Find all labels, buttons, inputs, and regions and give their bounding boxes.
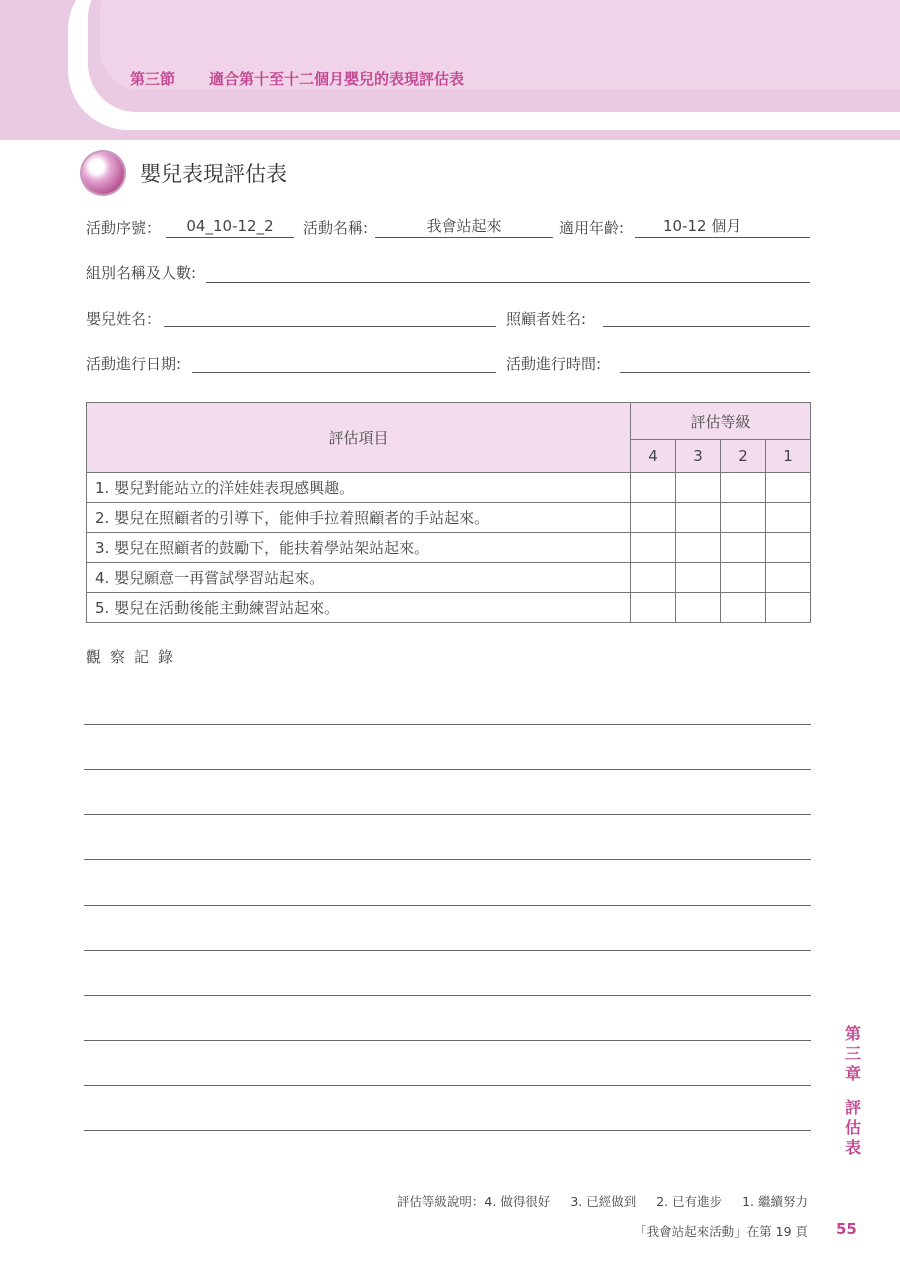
evaluation-table	[86, 402, 811, 623]
section-heading	[130, 68, 464, 89]
grade-cell[interactable]	[721, 563, 766, 593]
age-label: 適用年齡:	[559, 219, 625, 237]
grade-cell[interactable]	[766, 563, 811, 593]
legend-label: 評估等級說明：	[396, 1194, 485, 1209]
date-label: 活動進行日期:	[86, 355, 182, 373]
grade-3-header: 3	[676, 440, 721, 473]
grade-cell[interactable]	[721, 473, 766, 503]
grade-cell[interactable]	[676, 593, 721, 623]
legend-item: 4. 做得很好	[484, 1194, 551, 1209]
item-text: 1. 嬰兒對能站立的洋娃娃表現感興趣。	[87, 473, 631, 503]
item-text: 5. 嬰兒在活動後能主動練習站起來。	[87, 593, 631, 623]
grade-cell[interactable]	[721, 593, 766, 623]
grade-cell[interactable]	[631, 473, 676, 503]
observation-line[interactable]	[84, 905, 811, 906]
observation-line[interactable]	[84, 769, 811, 770]
chapter-side-tab	[843, 1024, 863, 1158]
observation-line[interactable]	[84, 1085, 811, 1086]
group-label: 組別名稱及人數:	[86, 264, 197, 282]
item-text: 3. 嬰兒在照顧者的鼓勵下，能扶着學站架站起來。	[87, 533, 631, 563]
grade-4-header: 4	[631, 440, 676, 473]
observation-line[interactable]	[84, 814, 811, 815]
bubble-icon	[82, 152, 124, 194]
grade-1-header: 1	[766, 440, 811, 473]
grade-cell[interactable]	[631, 503, 676, 533]
item-header: 評估項目	[87, 403, 631, 473]
form-title	[82, 152, 287, 194]
grade-header: 評估等級	[631, 403, 811, 440]
observation-line[interactable]	[84, 995, 811, 996]
chapter-char: 三	[844, 1044, 861, 1063]
grade-cell[interactable]	[721, 503, 766, 533]
legend-item: 1. 繼續努力	[742, 1194, 808, 1209]
topic-char: 估	[844, 1118, 861, 1137]
grade-cell[interactable]	[676, 473, 721, 503]
grade-cell[interactable]	[631, 593, 676, 623]
activity-no-label: 活動序號：	[86, 219, 162, 237]
page-number: 55	[836, 1220, 857, 1238]
carer-name-field[interactable]	[603, 306, 810, 327]
chapter-char: 章	[844, 1064, 861, 1083]
grade-legend	[397, 1192, 808, 1210]
grade-cell[interactable]	[676, 503, 721, 533]
grade-cell[interactable]	[766, 473, 811, 503]
age-field[interactable]	[635, 217, 810, 238]
table-row	[87, 533, 811, 563]
observation-label: 觀察記錄	[86, 648, 183, 666]
grade-cell[interactable]	[766, 593, 811, 623]
observation-line[interactable]	[84, 950, 811, 951]
grade-cell[interactable]	[766, 503, 811, 533]
date-field[interactable]	[192, 352, 496, 373]
form-title-text: 嬰兒表現評估表	[140, 162, 287, 186]
observation-line[interactable]	[84, 859, 811, 860]
topic-char: 表	[844, 1138, 861, 1157]
legend-item: 2. 已有進步	[656, 1194, 723, 1209]
baby-name-field[interactable]	[164, 306, 496, 327]
activity-reference: 「我會站起來活動」在第 19 頁	[634, 1224, 808, 1239]
baby-name-label: 嬰兒姓名：	[86, 310, 162, 328]
age-value: 10-12 個月	[663, 217, 742, 235]
legend-item: 3. 已經做到	[570, 1194, 637, 1209]
item-text: 2. 嬰兒在照顧者的引導下，能伸手拉着照顧者的手站起來。	[87, 503, 631, 533]
table-row	[87, 563, 811, 593]
time-label: 活動進行時間:	[506, 355, 602, 373]
topic-char: 評	[844, 1098, 861, 1117]
grade-2-header: 2	[721, 440, 766, 473]
grade-cell[interactable]	[766, 533, 811, 563]
activity-name-label: 活動名稱:	[303, 219, 369, 237]
chapter-char: 第	[844, 1024, 861, 1043]
section-number: 第三節	[130, 70, 176, 88]
activity-no-field[interactable]: 04_10-12_2	[166, 217, 294, 238]
observation-line[interactable]	[84, 1130, 811, 1131]
table-row	[87, 473, 811, 503]
grade-cell[interactable]	[631, 563, 676, 593]
grade-cell[interactable]	[676, 533, 721, 563]
table-row	[87, 503, 811, 533]
grade-cell[interactable]	[721, 533, 766, 563]
section-title: 適合第十至十二個月嬰兒的表現評估表	[209, 70, 465, 88]
carer-name-label: 照顧者姓名:	[506, 310, 587, 328]
observation-line[interactable]	[84, 1040, 811, 1041]
activity-name-field[interactable]: 我會站起來	[375, 217, 553, 238]
group-field[interactable]	[206, 262, 810, 283]
observation-line[interactable]	[84, 724, 811, 725]
item-text: 4. 嬰兒願意一再嘗試學習站起來。	[87, 563, 631, 593]
grade-cell[interactable]	[676, 563, 721, 593]
grade-cell[interactable]	[631, 533, 676, 563]
table-row	[87, 593, 811, 623]
time-field[interactable]	[620, 352, 810, 373]
